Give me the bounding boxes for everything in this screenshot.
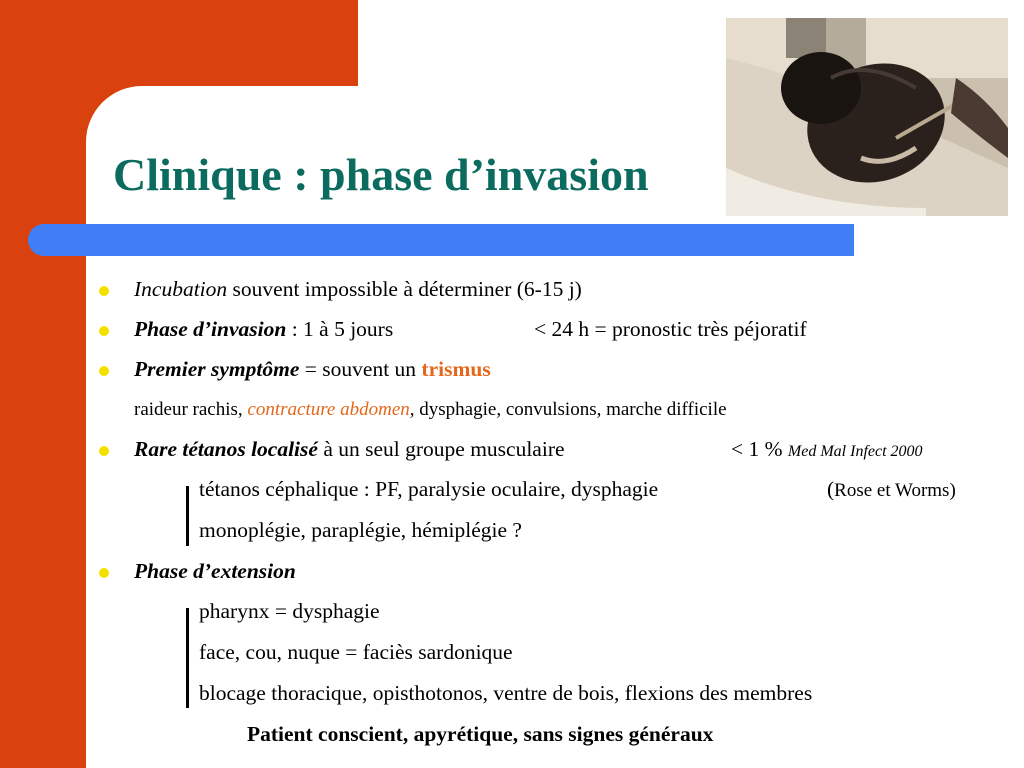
text-localise-pct: < 1 % [731,437,783,461]
patient-trismus-photo [726,18,1008,216]
line-cephalique-ref [827,479,956,501]
line-premier-symptome [134,359,491,381]
text-localise: à un seul groupe musculaire [317,437,565,461]
text-cephalique-paren: ( [827,477,835,501]
page-title: Clinique : phase d’invasion [113,149,649,200]
line-extension [134,561,296,583]
text-raideur-b: , dysphagie, convulsions, marche difficile [409,399,727,420]
line-incubation [134,279,582,301]
line-face: face, cou, nuque = faciès sardonique [199,640,513,664]
line-pharynx: pharynx = dysphagie [199,599,380,623]
term-trismus: trismus [421,357,491,381]
line-conclusion: Patient conscient, apyrétique, sans signes généraux [247,722,714,746]
text-invasion-prognosis: < 24 h = pronostic très péjoratif [534,317,807,341]
line-monoplegie: monoplégie, paraplégie, hémiplégie ? [199,518,522,542]
text-premier: = souvent un [299,357,422,381]
line-cephalique [199,479,658,501]
bracket-localise [186,486,189,546]
ref-med-mal-infect: Med Mal Infect 2000 [787,443,923,460]
bullet-dot [99,366,109,376]
blue-divider-bar [28,224,854,256]
term-invasion: Phase d’invasion [134,317,287,341]
term-premier-symptome: Premier symptôme [134,357,300,381]
line-localise-pct [731,439,923,461]
text-invasion: : 1 à 5 jours [286,317,394,341]
bullet-dot [99,446,109,456]
line-invasion [134,319,393,341]
bullet-dot [99,286,109,296]
bracket-extension [186,608,189,708]
line-blocage: blocage thoracique, opisthotonos, ventre de bois, flexions des membres [199,681,813,705]
line-raideur [134,400,727,419]
term-tetanos-localise: Rare tétanos localisé [134,437,318,461]
text-cephalique: tétanos céphalique : PF, paralysie oculaire, dysphagie [199,477,659,501]
text-raideur-a: raideur rachis, [134,399,248,420]
line-localise [134,439,565,461]
ref-rose-worms: Rose et Worms) [834,480,956,501]
bullet-dot [99,568,109,578]
photo-illustration [726,18,1008,216]
term-contracture-abdomen: contracture abdomen [247,399,410,420]
term-phase-extension: Phase d’extension [134,559,296,583]
term-incubation: Incubation [134,277,228,301]
text-incubation: souvent impossible à déterminer (6-15 j) [227,277,582,301]
bullet-dot [99,326,109,336]
